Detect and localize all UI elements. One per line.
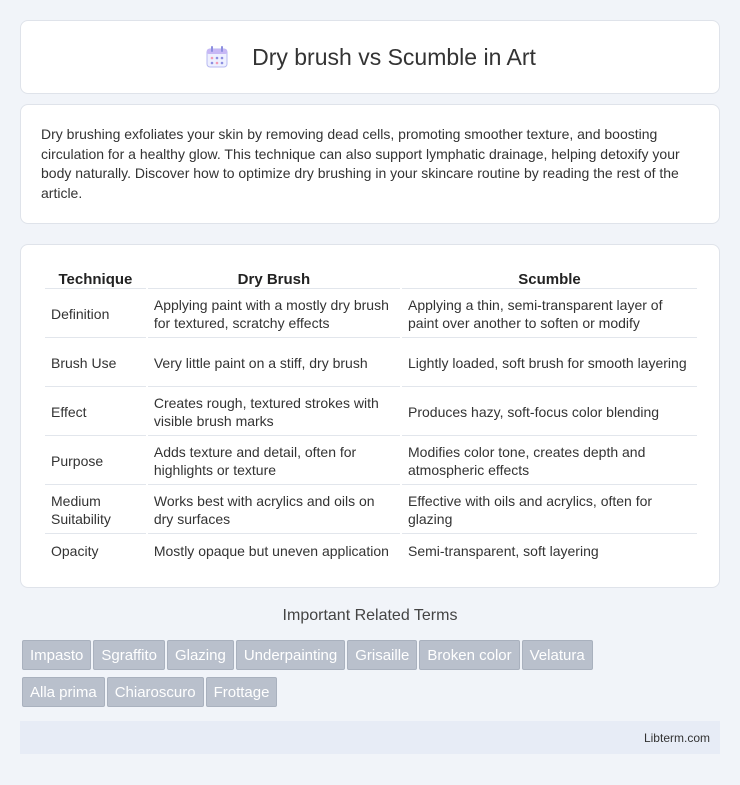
scumble-cell: Modifies color tone, creates depth and atmospheric effects [402, 438, 697, 485]
related-terms-list [22, 640, 722, 714]
scumble-cell: Lightly loaded, soft brush for smooth layering [402, 340, 697, 387]
table-row [45, 536, 697, 566]
intro-text: Dry brushing exfoliates your skin by removing dead cells, promoting smoother texture, and boosting circulation for a healthy glow. This technique can also support lymphatic drainage, helping detoxify your body naturally. Discover how to optimize dry brushing in your skincare routine by reading the rest of the article. [41, 126, 680, 201]
scumble-cell: Applying a thin, semi-transparent layer of paint over another to soften or modify [402, 291, 697, 338]
row-label: Medium Suitability [45, 487, 146, 534]
footer [20, 721, 720, 754]
tag-frottage[interactable]: Frottage [206, 677, 278, 707]
table-row [45, 438, 697, 485]
scumble-cell: Semi-transparent, soft layering [408, 543, 599, 559]
tag-alla-prima[interactable]: Alla prima [22, 677, 105, 707]
dry-brush-cell: Creates rough, textured strokes with visible brush marks [148, 389, 400, 436]
footer-site-link[interactable]: Libterm.com [643, 730, 710, 745]
row-label: Opacity [51, 543, 99, 559]
dry-brush-cell: Applying paint with a mostly dry brush for textured, scratchy effects [148, 291, 400, 338]
dry-brush-cell: Works best with acrylics and oils on dry surfaces [148, 487, 400, 534]
table-row [45, 487, 697, 534]
row-label: Brush Use [45, 340, 146, 387]
tag-grisaille[interactable]: Grisaille [347, 640, 417, 670]
row-label: Definition [45, 291, 146, 338]
header-scumble: Scumble [402, 267, 697, 289]
scumble-cell: Effective with oils and acrylics, often for glazing [402, 487, 697, 534]
header-card [20, 20, 720, 94]
row-label: Effect [45, 389, 146, 436]
dry-brush-cell: Mostly opaque but uneven application [153, 543, 389, 559]
dry-brush-cell: Adds texture and detail, often for highlights or texture [148, 438, 400, 485]
dry-brush-cell: Very little paint on a stiff, dry brush [148, 340, 400, 387]
page-title: Dry brush vs Scumble in Art [252, 43, 536, 70]
header-technique: Technique [45, 267, 146, 289]
tag-glazing[interactable]: Glazing [167, 640, 234, 670]
header-dry-brush: Dry Brush [148, 267, 400, 289]
tag-chiaroscuro[interactable]: Chiaroscuro [107, 677, 204, 707]
header [204, 44, 536, 71]
tag-underpainting[interactable]: Underpainting [236, 640, 345, 670]
table-header-row [45, 267, 697, 289]
scumble-cell: Produces hazy, soft-focus color blending [402, 389, 697, 436]
tag-impasto[interactable]: Impasto [22, 640, 91, 670]
related-terms-title: Important Related Terms [282, 607, 458, 624]
table-row [45, 340, 697, 387]
calendar-icon [204, 44, 230, 70]
tag-sgraffito[interactable]: Sgraffito [93, 640, 165, 670]
comparison-card [20, 244, 720, 588]
tag-velatura[interactable]: Velatura [522, 640, 593, 670]
row-label: Purpose [45, 438, 146, 485]
table-row [45, 389, 697, 436]
table-row [45, 291, 697, 338]
tag-broken-color[interactable]: Broken color [419, 640, 519, 670]
intro-card [20, 104, 720, 224]
comparison-table [43, 265, 699, 568]
